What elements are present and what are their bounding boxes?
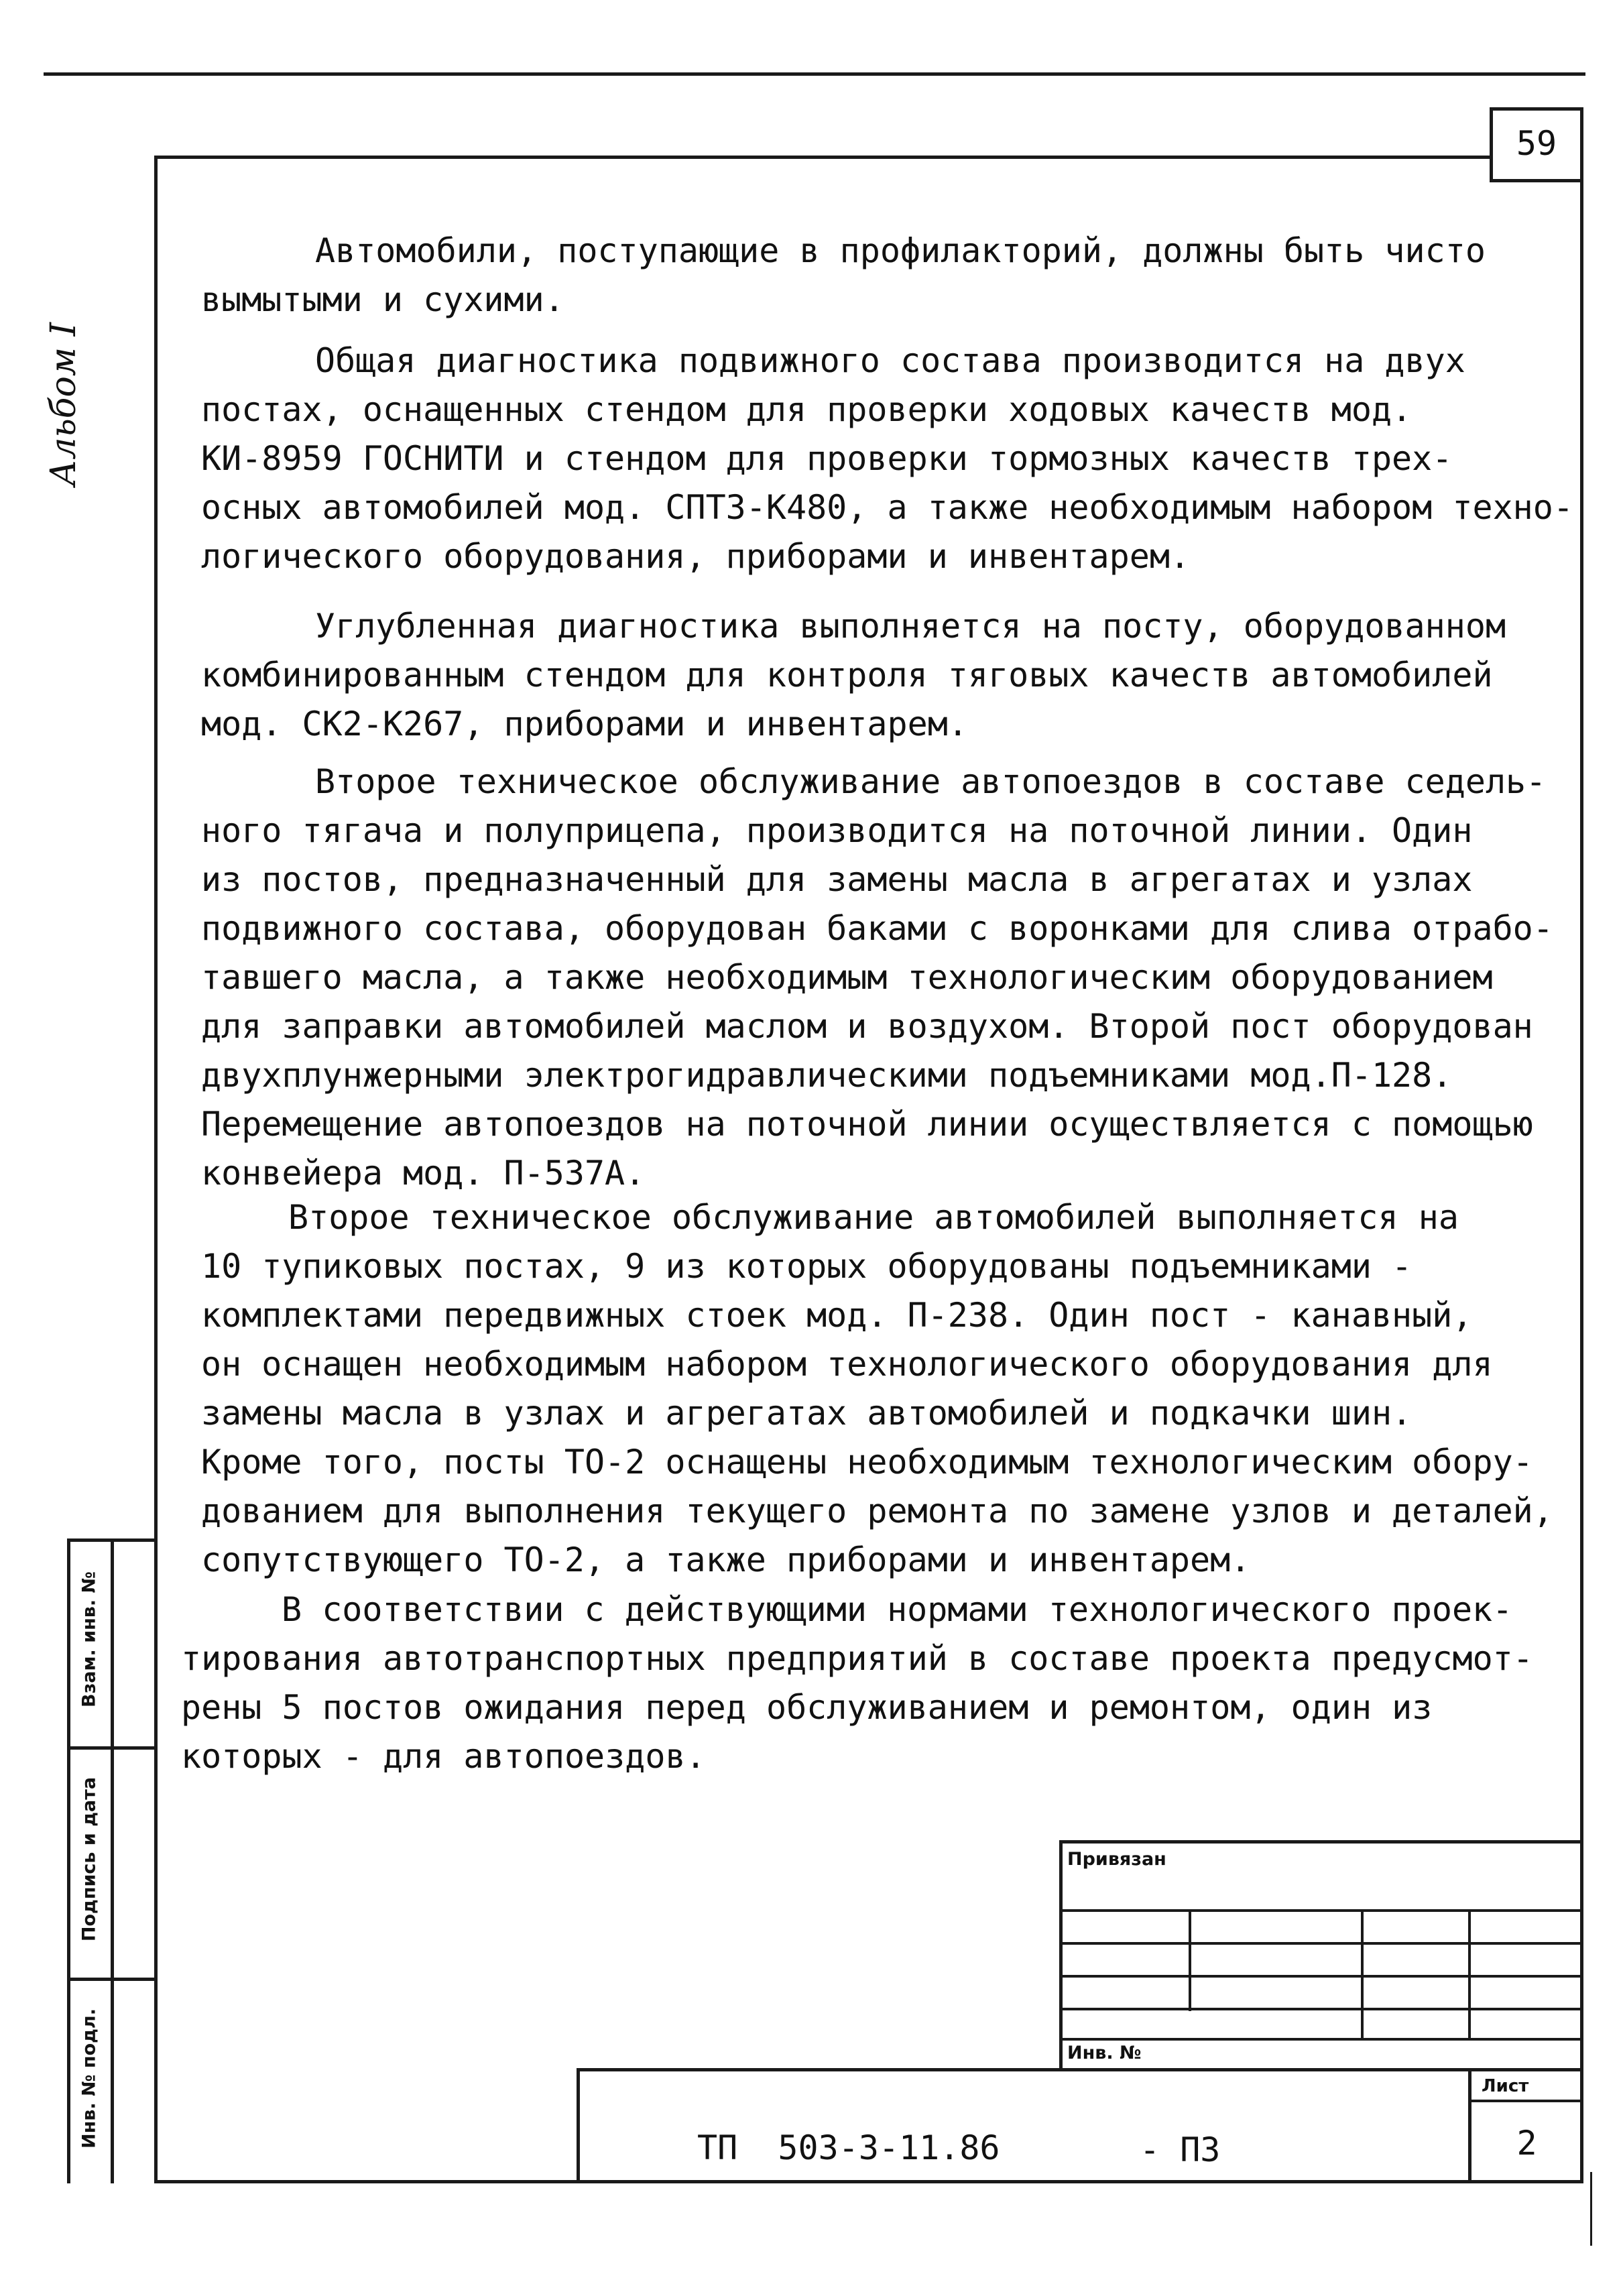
text-line: КИ-8959 ГОСНИТИ и стендом для проверки тормозных качеств трех-	[201, 439, 1453, 478]
document-code: ТП 503-3-11.86	[697, 2128, 1000, 2167]
privyazan-label: Привязан	[1067, 1849, 1166, 1870]
paragraph-6	[181, 1585, 1533, 1781]
album-label: Альбом I	[44, 322, 84, 486]
text-line: подвижного состава, оборудован баками с воронками для слива отрабо-	[201, 909, 1553, 948]
text-line: тирования автотранспортных предприятий в составе проекта предусмот-	[181, 1639, 1533, 1678]
text-line: конвейера мод. П-537А.	[201, 1154, 646, 1193]
text-line: осных автомобилей мод. СПТЗ-К480, а также необходимым набором техно-	[201, 488, 1573, 527]
text-line: из постов, предназначенный для замены масла в агрегатах и узлах	[201, 860, 1473, 899]
sheet-label: Лист	[1482, 2076, 1529, 2096]
sheet-number: 2	[1516, 2124, 1537, 2163]
text-line: Перемещение автопоездов на поточной линии осуществляется с помощью	[201, 1105, 1533, 1144]
text-line: Кроме того, посты ТО-2 оснащены необходимым технологическим обору-	[201, 1443, 1533, 1482]
paragraph-3	[201, 602, 1535, 749]
text-line: 10 тупиковых постах, 9 из которых оборудованы подъемниками -	[201, 1247, 1412, 1286]
paragraph-4	[201, 758, 1553, 1198]
text-line: комбинированным стендом для контроля тяговых качеств автомобилей	[201, 656, 1493, 694]
text-line: тавшего масла, а также необходимым технологическим оборудованием	[201, 958, 1493, 997]
paragraph-5	[201, 1193, 1553, 1585]
text-line: которых - для автопоездов.	[181, 1737, 706, 1776]
text-line: ного тягача и полуприцепа, производится на поточной линии. Один	[201, 811, 1473, 850]
text-line: он оснащен необходимым набором технологического оборудования для	[201, 1345, 1493, 1384]
paragraph-2	[201, 337, 1573, 581]
text-line: мод. СК2-К267, приборами и инвентарем.	[201, 705, 968, 743]
paragraph-1	[201, 227, 1535, 324]
signature-date-label: Подпись и дата	[78, 1776, 100, 1942]
inv-podl-label: Инв. № подл.	[78, 2008, 100, 2149]
text-line: В соответствии с действующими нормами технологического проек-	[282, 1590, 1513, 1629]
top-rule	[44, 72, 1585, 76]
text-line: Общая диагностика подвижного состава производится на двух	[315, 341, 1465, 380]
text-line: комплектами передвижных стоек мод. П-238. Один пост - канавный,	[201, 1296, 1473, 1335]
text-line: Углубленная диагностика выполняется на посту, оборудованном	[315, 607, 1506, 646]
page-number: 59	[1516, 124, 1557, 163]
text-line: Второе техническое обслуживание автопоездов в составе седель-	[315, 762, 1547, 801]
text-line: логического оборудования, приборами и инвентарем.	[201, 537, 1191, 576]
text-line: Автомобили, поступающие в профилакторий, должны быть чисто	[315, 231, 1486, 270]
inv-no-label: Инв. №	[1067, 2043, 1142, 2063]
text-line: Второе техническое обслуживание автомобилей выполняется на	[288, 1198, 1459, 1237]
text-line: сопутствующего ТО-2, а также приборами и инвентарем.	[201, 1540, 1251, 1579]
text-line: замены масла в узлах и агрегатах автомобилей и подкачки шин.	[201, 1394, 1412, 1433]
right-edge-mark	[1590, 2172, 1592, 2246]
text-line: рены 5 постов ожидания перед обслуживанием и ремонтом, один из	[181, 1688, 1433, 1727]
document-suffix: - ПЗ	[1140, 2130, 1221, 2169]
text-line: для заправки автомобилей маслом и воздухом. Второй пост оборудован	[201, 1007, 1533, 1046]
vzam-inv-label: Взам. инв. №	[78, 1571, 100, 1708]
text-line: дованием для выполнения текущего ремонта по замене узлов и деталей,	[201, 1492, 1553, 1530]
text-line: двухплунжерными электрогидравлическими подъемниками мод.П-128.	[201, 1056, 1453, 1095]
text-line: постах, оснащенных стендом для проверки ходовых качеств мод.	[201, 390, 1412, 429]
text-line: вымытыми и сухими.	[201, 280, 564, 319]
